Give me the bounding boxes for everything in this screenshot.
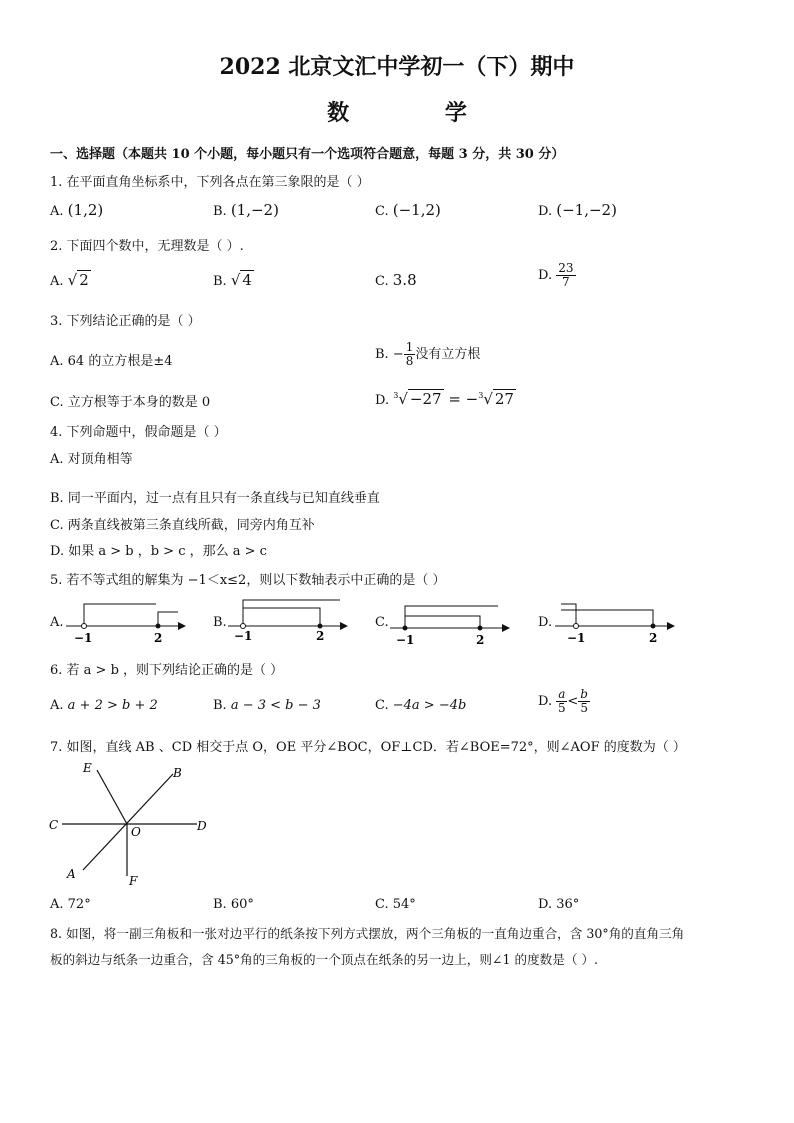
q7-option-d: D. 36° [538, 897, 580, 912]
q5-label-a: A. [50, 615, 64, 630]
q3-option-c: C. 立方根等于本身的数是 0 [50, 395, 211, 410]
q5-b-tick-right: 2 [316, 629, 325, 643]
q4-stem: 4. 下列命题中，假命题是（ ） [50, 425, 227, 440]
q7-label-d: D [197, 819, 207, 833]
q5-b-tick-left: −1 [234, 629, 253, 643]
q6-option-c: C. −4a > −4b [375, 698, 467, 713]
q5-d-tick-right: 2 [649, 631, 658, 645]
q7-label-a: A [67, 867, 76, 881]
q2-option-b: B. √ 4 [213, 271, 252, 289]
q5-label-d: D. [538, 615, 553, 630]
q1-option-a: A. (1,2) [50, 201, 104, 219]
q3-option-d: D. $^3$√ −27 = −$^3$√ 27 [375, 390, 514, 408]
q6-stem: 6. 若 a > b ，则下列结论正确的是（ ） [50, 663, 284, 678]
q2-option-d: D. $\frac{23}{7}$ [538, 261, 574, 289]
q7-stem: 7. 如图，直线 AB 、CD 相交于点 O，OE 平分∠BOC，OF⊥CD．若∠BOE=72°，则∠AOF 的度数为（ ） [50, 740, 686, 755]
q7-option-b: B. 60° [213, 897, 254, 912]
q5-label-c: C. [375, 615, 389, 630]
q2-option-a: A. √ 2 [50, 271, 89, 289]
q5-label-b: B. [213, 615, 227, 630]
page-title: 2022 北京文汇中学初一（下）期中 [219, 54, 575, 80]
q4-option-a: A. 对顶角相等 [50, 452, 133, 467]
q7-label-e: E [83, 761, 92, 775]
q2-stem: 2. 下面四个数中，无理数是（ ）. [50, 239, 244, 254]
q5-d-tick-left: −1 [567, 631, 586, 645]
q3-stem: 3. 下列结论正确的是（ ） [50, 314, 201, 329]
q5-c-tick-right: 2 [476, 633, 485, 647]
q5-numberline-c [390, 600, 510, 650]
q5-numberline-d [555, 598, 677, 648]
q1-option-b: B. (1,−2) [213, 201, 279, 219]
q4-option-d: D. 如果 a > b ，b > c ，那么 a > c [50, 544, 267, 559]
q5-a-tick-right: 2 [154, 631, 163, 645]
q6-option-d: D. $\frac{a}{5}$ < $\frac{b}{5}$ [538, 687, 588, 715]
subject-title: 数 学 [327, 100, 511, 126]
q5-numberline-a [66, 598, 186, 648]
section-heading: 一、选择题（本题共 10 个小题，每小题只有一个选项符合题意，每题 3 分，共 30 分） [50, 147, 565, 162]
q6-option-b: B. a − 3 < b − 3 [213, 698, 321, 713]
q1-stem: 1. 在平面直角坐标系中，下列各点在第三象限的是（ ） [50, 175, 370, 190]
q3-option-a: A. 64 的立方根是±4 [50, 354, 173, 369]
q5-numberline-b [228, 598, 348, 648]
q7-option-a: A. 72° [50, 897, 91, 912]
q1-option-d: D. (−1,−2) [538, 201, 617, 219]
q7-label-f: F [129, 874, 138, 888]
q2-option-c: C. 3.8 [375, 271, 417, 289]
q5-c-tick-left: −1 [396, 633, 415, 647]
q1-option-c: C. (−1,2) [375, 201, 441, 219]
q7-label-b: B [173, 766, 182, 780]
q6-option-a: A. a + 2 > b + 2 [50, 698, 158, 713]
q3-option-b: B. − $\frac{1}{8}$ 没有立方根 [375, 340, 481, 368]
q7-option-c: C. 54° [375, 897, 416, 912]
q7-diagram [45, 758, 215, 890]
q5-stem: 5. 若不等式组的解集为 −1＜x≤2，则以下数轴表示中正确的是（ ） [50, 573, 446, 588]
q8-stem-line2: 板的斜边与纸条一边重合，含 45°角的三角板的一个顶点在纸条的另一边上，则∠1 的度数是（ ）. [50, 952, 599, 967]
q7-label-o: O [131, 825, 141, 839]
q8-stem-line1: 8. 如图，将一副三角板和一张对边平行的纸条按下列方式摆放，两个三角板的一直角边重合，含 30°角的直角三角 [50, 926, 685, 941]
q5-a-tick-left: −1 [74, 631, 93, 645]
q4-option-b: B. 同一平面内，过一点有且只有一条直线与已知直线垂直 [50, 491, 380, 506]
q4-option-c: C. 两条直线被第三条直线所截，同旁内角互补 [50, 518, 315, 533]
q7-label-c: C [49, 818, 59, 832]
